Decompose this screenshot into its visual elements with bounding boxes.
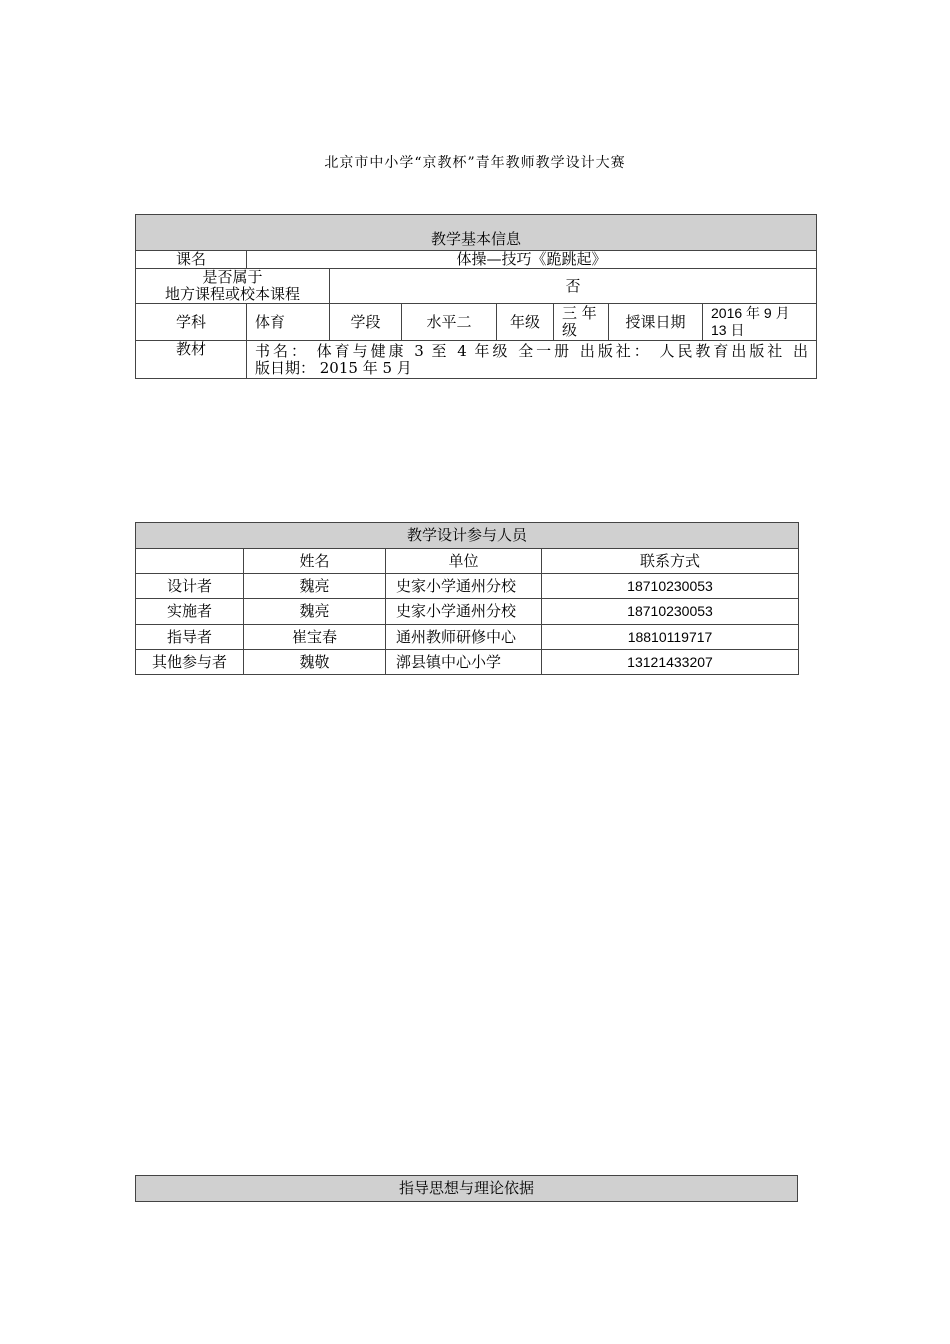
local-course-label-line1: 是否属于 — [202, 268, 263, 286]
basic-info-header: 教学基本信息 — [136, 215, 817, 251]
date-value-line2: 13 日 — [711, 322, 745, 338]
date-value-line1: 2016 年 9 月 — [711, 305, 790, 321]
basic-info-table — [135, 214, 817, 379]
table-row — [136, 650, 799, 675]
textbook-line2: 版日期： 2015 年 5 月 — [255, 358, 412, 377]
grade-value-line2: 级 — [562, 321, 578, 339]
unit-cell: 通州教师研修中心 — [386, 625, 542, 650]
phone-cell: 13121433207 — [542, 650, 799, 675]
table-row — [136, 625, 799, 650]
textbook-line1: 书名： 体育与健康 3 至 4 年级 全一册 出版社： 人民教育出版社 出 — [255, 341, 809, 360]
name-cell: 魏亮 — [244, 574, 386, 599]
grade-value-line1: 三 年 — [562, 304, 597, 322]
grade-label: 年级 — [497, 304, 554, 341]
guidance-header: 指导思想与理论依据 — [136, 1176, 798, 1202]
unit-cell: 史家小学通州分校 — [386, 599, 542, 625]
participants-table — [135, 522, 799, 675]
textbook-value — [247, 341, 817, 379]
phone-cell: 18810119717 — [542, 625, 799, 650]
stage-label: 学段 — [330, 304, 402, 341]
stage-value: 水平二 — [402, 304, 497, 341]
role-cell: 其他参与者 — [136, 650, 244, 675]
local-course-label-line2: 地方课程或校本课程 — [164, 285, 300, 303]
local-course-label — [136, 269, 330, 304]
local-course-value: 否 — [330, 269, 817, 304]
page-title: 北京市中小学“京教杯”青年教师教学设计大赛 — [324, 155, 626, 171]
table-row — [136, 574, 799, 599]
unit-cell: 漷县镇中心小学 — [386, 650, 542, 675]
column-header-role — [136, 549, 244, 574]
phone-cell: 18710230053 — [542, 599, 799, 625]
table-row — [136, 599, 799, 625]
column-header-contact: 联系方式 — [542, 549, 799, 574]
column-header-unit: 单位 — [386, 549, 542, 574]
date-value — [703, 304, 817, 341]
grade-value — [554, 304, 609, 341]
name-cell: 魏敬 — [244, 650, 386, 675]
guidance-table — [135, 1175, 798, 1202]
column-header-name: 姓名 — [244, 549, 386, 574]
name-cell: 崔宝春 — [244, 625, 386, 650]
course-label: 课名 — [136, 251, 247, 269]
participants-header: 教学设计参与人员 — [136, 523, 799, 549]
role-cell: 设计者 — [136, 574, 244, 599]
role-cell: 实施者 — [136, 599, 244, 625]
role-cell: 指导者 — [136, 625, 244, 650]
unit-cell: 史家小学通州分校 — [386, 574, 542, 599]
textbook-label: 教材 — [136, 341, 247, 379]
course-value: 体操—技巧《跪跳起》 — [247, 251, 817, 269]
name-cell: 魏亮 — [244, 599, 386, 625]
phone-cell: 18710230053 — [542, 574, 799, 599]
subject-value: 体育 — [247, 304, 330, 341]
date-label: 授课日期 — [609, 304, 703, 341]
subject-label: 学科 — [136, 304, 247, 341]
